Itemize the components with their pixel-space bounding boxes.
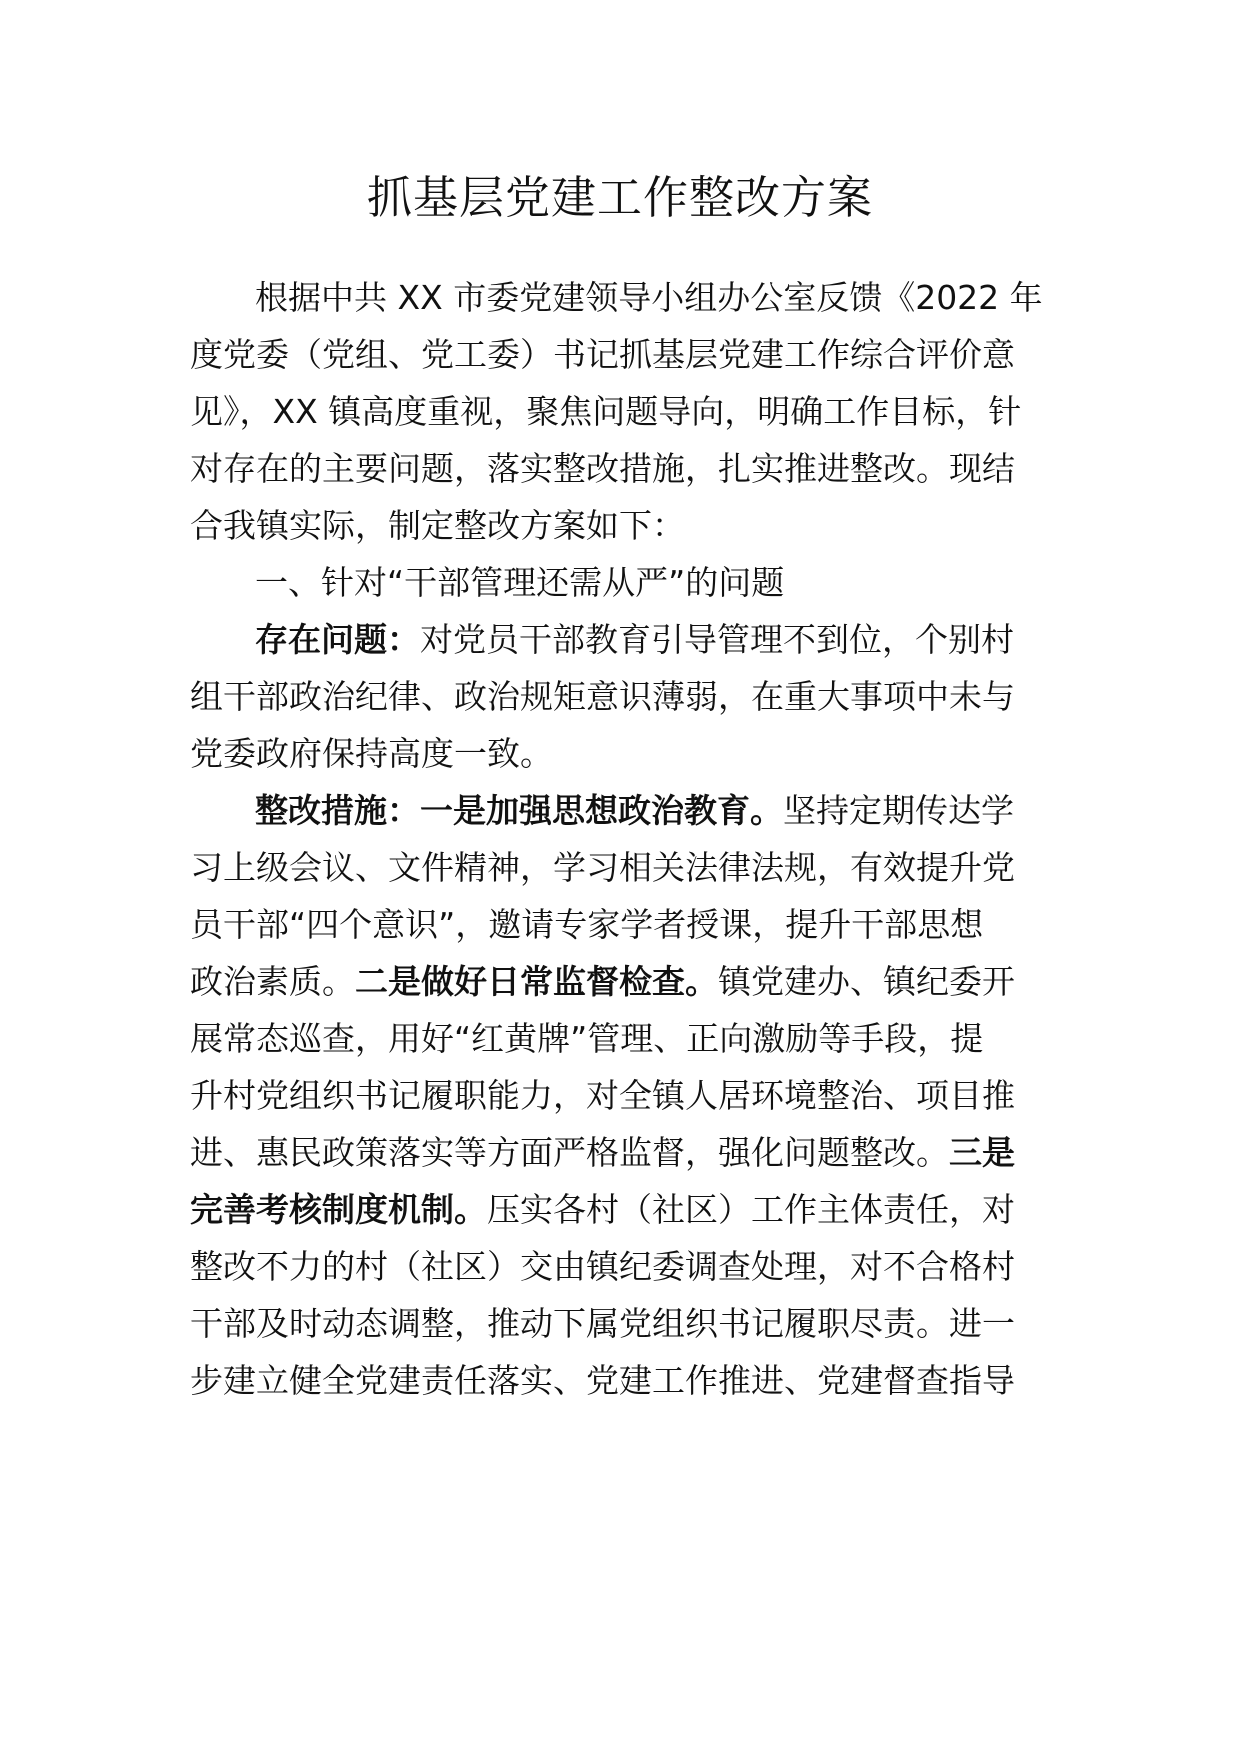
paragraph-line	[190, 1188, 1015, 1232]
text-run: 员干部“四个意识”，邀请专家学者授课，提升干部思想	[190, 905, 984, 944]
bold-text-run: 整改措施：一是加强思想政治教育。	[255, 791, 783, 830]
paragraph-line	[190, 333, 1015, 377]
bold-text-run: 存在问题：	[255, 620, 420, 659]
paragraph-line	[190, 732, 553, 776]
paragraph-line	[190, 675, 1015, 719]
text-run: 干部及时动态调整，推动下属党组织书记履职尽责。进一	[190, 1304, 1015, 1343]
paragraph-line	[190, 1131, 1015, 1175]
text-run: 压实各村（社区）工作主体责任，对	[487, 1190, 1015, 1229]
paragraph-line	[190, 1074, 1015, 1118]
paragraph-line	[190, 903, 983, 947]
paragraph-line	[255, 618, 1014, 662]
paragraph-line	[190, 846, 1015, 890]
bold-text-run: 完善考核制度机制。	[190, 1190, 487, 1229]
text-run: 一、针对“干部管理还需从严”的问题	[255, 563, 785, 602]
bold-text-run: 二是做好日常监督检查。	[355, 962, 718, 1001]
text-run: 对存在的主要问题，落实整改措施，扎实推进整改。现结	[190, 449, 1015, 488]
text-run: 组干部政治纪律、政治规矩意识薄弱，在重大事项中未与	[190, 677, 1015, 716]
text-run: 进、惠民政策落实等方面严格监督，强化问题整改。	[190, 1133, 949, 1172]
paragraph-line	[190, 1245, 1015, 1289]
text-run: 度党委（党组、党工委）书记抓基层党建工作综合评价意	[190, 335, 1015, 374]
paragraph-line	[255, 276, 1043, 320]
text-run: 党委政府保持高度一致。	[190, 734, 553, 773]
text-run: 根据中共 XX 市委党建领导小组办公室反馈《2022 年	[255, 278, 1043, 317]
paragraph-line	[190, 960, 1015, 1004]
paragraph-line	[190, 447, 1015, 491]
paragraph-line	[255, 789, 1014, 833]
document-title: 抓基层党建工作整改方案	[366, 171, 873, 224]
paragraph-line	[190, 1302, 1015, 1346]
text-run: 坚持定期传达学	[783, 791, 1014, 830]
paragraph-line	[190, 390, 1021, 434]
paragraph-line	[190, 1359, 1015, 1403]
section-heading	[255, 561, 784, 605]
text-run: 镇党建办、镇纪委开	[718, 962, 1015, 1001]
text-run: 步建立健全党建责任落实、党建工作推进、党建督查指导	[190, 1361, 1015, 1400]
text-run: 升村党组织书记履职能力，对全镇人居环境整治、项目推	[190, 1076, 1015, 1115]
text-run: 整改不力的村（社区）交由镇纪委调查处理，对不合格村	[190, 1247, 1015, 1286]
bold-text-run: 三是	[949, 1133, 1015, 1172]
text-run: 政治素质。	[190, 962, 355, 1001]
text-run: 展常态巡查，用好“红黄牌”管理、正向激励等手段，提	[190, 1019, 984, 1058]
text-run: 合我镇实际，制定整改方案如下：	[190, 506, 685, 545]
text-run: 见》，XX 镇高度重视，聚焦问题导向，明确工作目标，针	[190, 392, 1022, 431]
paragraph-line	[190, 1017, 983, 1061]
text-run: 对党员干部教育引导管理不到位，个别村	[420, 620, 1014, 659]
text-run: 习上级会议、文件精神，学习相关法律法规，有效提升党	[190, 848, 1015, 887]
paragraph-line	[190, 504, 685, 548]
